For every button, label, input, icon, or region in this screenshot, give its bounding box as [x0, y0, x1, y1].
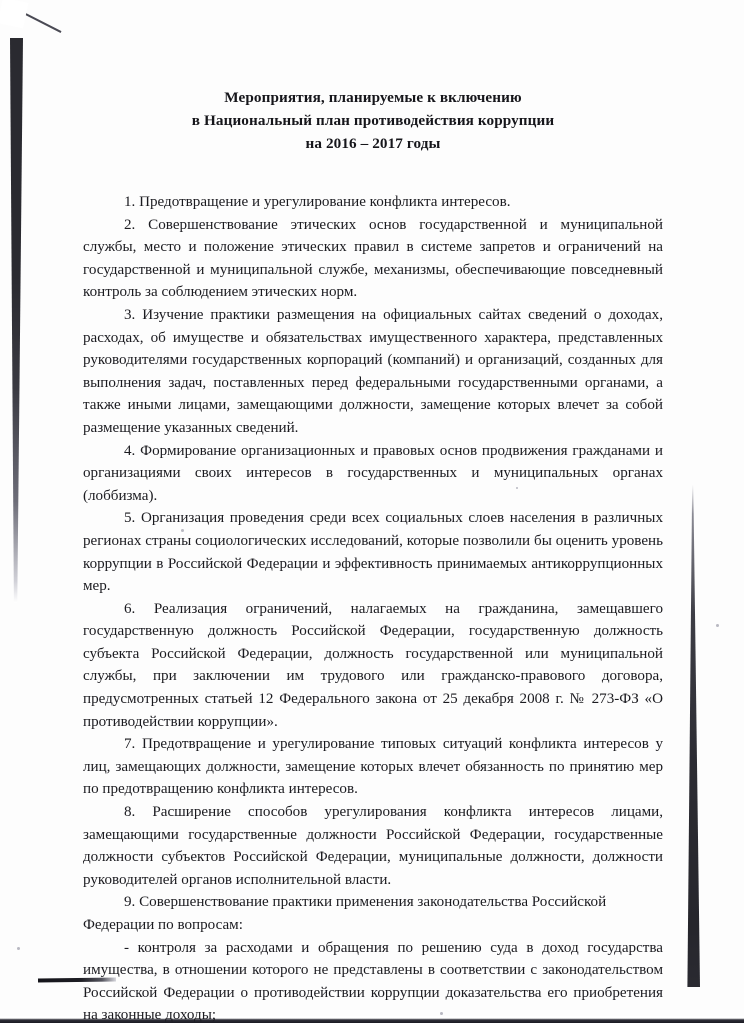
list-item: 7. Предотвращение и урегулирование типовых ситуаций конфликта интересов у лиц, замещающих должности, замещение которых влечет обязанность по принятию мер по предотвращению конфликта интересов.	[83, 736, 663, 798]
scan-speck-artifact	[716, 624, 719, 627]
scan-shadow-right-artifact	[686, 484, 700, 987]
list-item: - контроля за расходами и обращения по решению суда в доход государства имущества, в отношении которого не представлены в соответствии с законодательством Российской Федерации о противодействии коррупции доказательства его приобретения на законные доходы;	[83, 939, 663, 1023]
page-title-line-1: Мероприятия, планируемые к включению	[224, 89, 522, 106]
page-title-line-3: на 2016 – 2017 годы	[305, 135, 441, 152]
measures-list	[83, 155, 663, 1023]
list-item: 2. Совершенствование этических основ государственной и муниципальной службы, место и положение этических правил в системе запретов и ограничений на государственной и муниципальной службе, механизмы, обеспечивающие повседневный контроль за соблюдением этических норм.	[83, 216, 663, 301]
page-title	[83, 0, 663, 155]
page-title-line-2: в Национальный план противодействия коррупции	[191, 112, 555, 129]
list-item: 1. Предотвращение и урегулирование конфликта интересов.	[124, 194, 511, 210]
list-item: 4. Формирование организационных и правовых основ продвижения гражданами и организациями своих интересов в государственных и муниципальных органах (лоббизма).	[83, 442, 663, 504]
scan-speck-artifact	[17, 947, 20, 950]
page-corner-fold-artifact	[0, 0, 62, 40]
list-item: 5. Организация проведения среди всех социальных слоев населения в различных регионах страны социологических исследований, которые позволили бы оценить уровень коррупции в Российской Федерации и эффективность принимаемых антикоррупционных мер.	[83, 510, 663, 595]
list-item: 8. Расширение способов урегулирования конфликта интересов лицами, замещающими государственные должности Российской Федерации, государственные должности субъектов Российской Федерации, муниципальные должности, должности руководителей органов исполнительной власти.	[83, 804, 663, 888]
document-content	[83, 0, 663, 1023]
scan-shadow-left-artifact	[10, 38, 23, 603]
list-item: 6. Реализация ограничений, налагаемых на гражданина, замещавшего государственную должность Российской Федерации, государственную должность субъекта Российской Федерации, должность государственной или муниципальной службы, при заключении им трудового или гражданско-правового договора, предусмотренных статьей 12 Федерального закона от 25 декабря 2008 г. № 273-ФЗ «О противодействии коррупции».	[83, 600, 663, 730]
list-item: 3. Изучение практики размещения на официальных сайтах сведений о доходах, расходах, об имуществе и обязательствах имущественного характера, представленных руководителями государственных корпораций (компаний) и организаций, созданных для выполнения задач, поставленных перед федеральными государственными органами, а также иными лицами, замещающими должности, замещение которых влечет за собой размещение указанных сведений.	[83, 306, 663, 436]
list-item: 9. Совершенствование практики применения законодательства Российской Федерации по вопросам:	[83, 894, 607, 933]
